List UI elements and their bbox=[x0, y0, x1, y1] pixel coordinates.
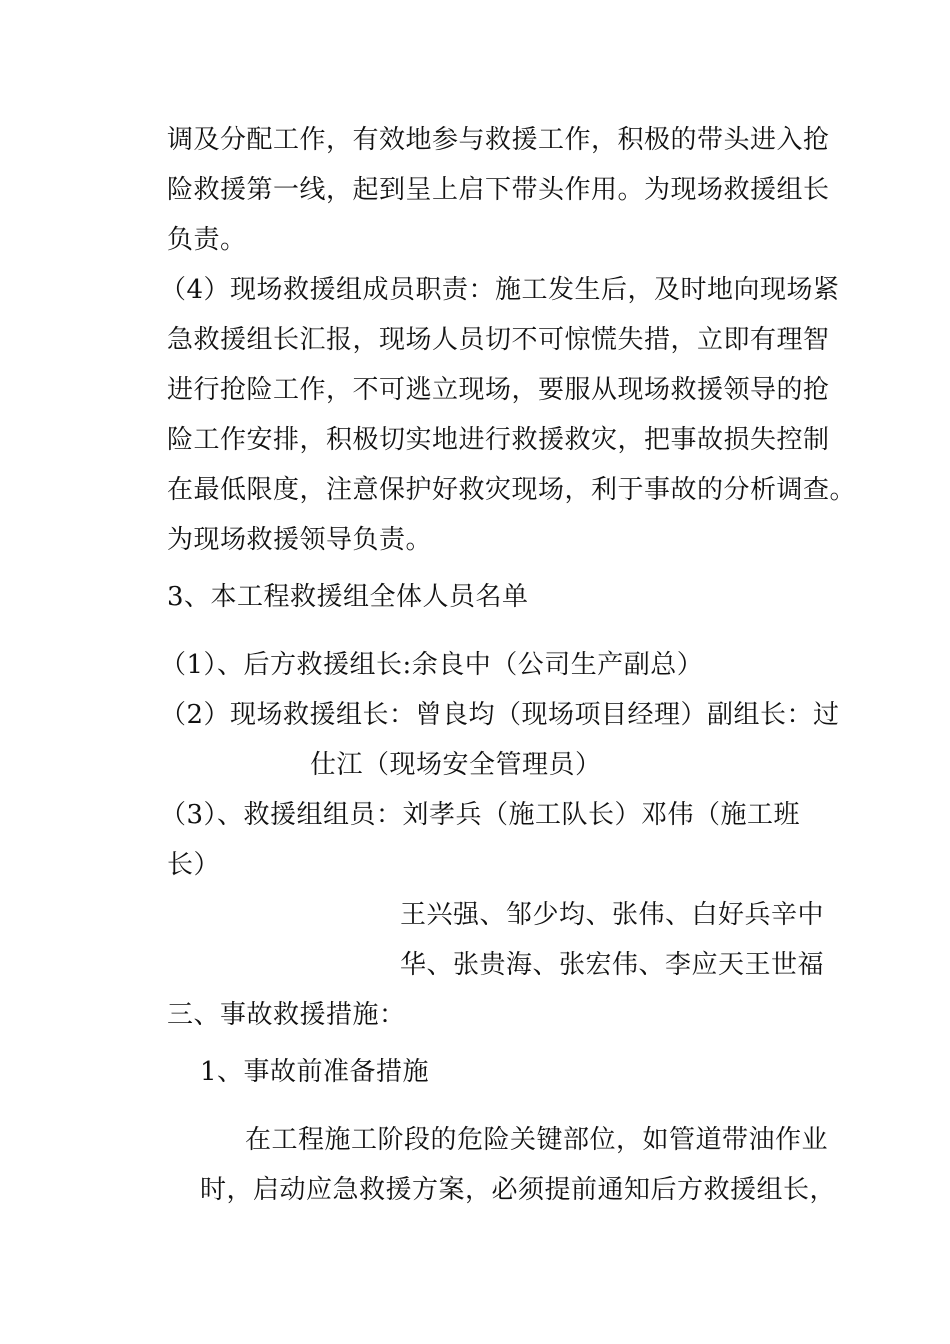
prep-line-1: 在工程施工阶段的危险关键部位，如管道带油作业 bbox=[245, 1125, 829, 1155]
roster-item-2-line-1: （2）现场救援组长：曾良均（现场项目经理）副组长：过 bbox=[160, 700, 840, 730]
subheading-prep: 1、事故前准备措施 bbox=[200, 1057, 430, 1087]
prep-line-2: 时，启动应急救援方案，必须提前通知后方救援组长， bbox=[200, 1175, 837, 1205]
duty4-line-2: 急救援组长汇报，现场人员切不可惊慌失措，立即有理智 bbox=[167, 325, 830, 355]
roster-item-3-line-4: 华、张贵海、张宏伟、李应天王世福 bbox=[400, 950, 825, 980]
duty4-line-5: 在最低限度，注意保护好救灾现场，利于事故的分析调查。 bbox=[167, 475, 857, 505]
roster-item-3-line-2: 长） bbox=[167, 850, 221, 880]
duty3-line-1: 调及分配工作，有效地参与救援工作，积极的带头进入抢 bbox=[167, 125, 830, 155]
duty3-line-2: 险救援第一线，起到呈上启下带头作用。为现场救援组长 bbox=[167, 175, 830, 205]
roster-item-3-line-1: （3）、救援组组员：刘孝兵（施工队长）邓伟（施工班 bbox=[160, 800, 801, 830]
duty4-line-1: （4）现场救援组成员职责：施工发生后，及时地向现场紧 bbox=[160, 275, 840, 305]
duty4-line-4: 险工作安排，积极切实地进行救援救灾，把事故损失控制 bbox=[167, 425, 830, 455]
roster-item-1: （1）、后方救援组长:余良中（公司生产副总） bbox=[160, 650, 704, 680]
roster-item-3-line-3: 王兴强、邹少均、张伟、白好兵辛中 bbox=[400, 900, 825, 930]
duty4-line-3: 进行抢险工作，不可逃立现场，要服从现场救援领导的抢 bbox=[167, 375, 830, 405]
section3-heading: 三、事故救援措施： bbox=[167, 1000, 406, 1030]
duty4-line-6: 为现场救援领导负责。 bbox=[167, 525, 433, 555]
roster-item-2-line-2: 仕江（现场安全管理员） bbox=[310, 750, 602, 780]
roster-heading: 3、本工程救援组全体人员名单 bbox=[167, 582, 529, 612]
duty3-line-3: 负责。 bbox=[167, 225, 247, 255]
